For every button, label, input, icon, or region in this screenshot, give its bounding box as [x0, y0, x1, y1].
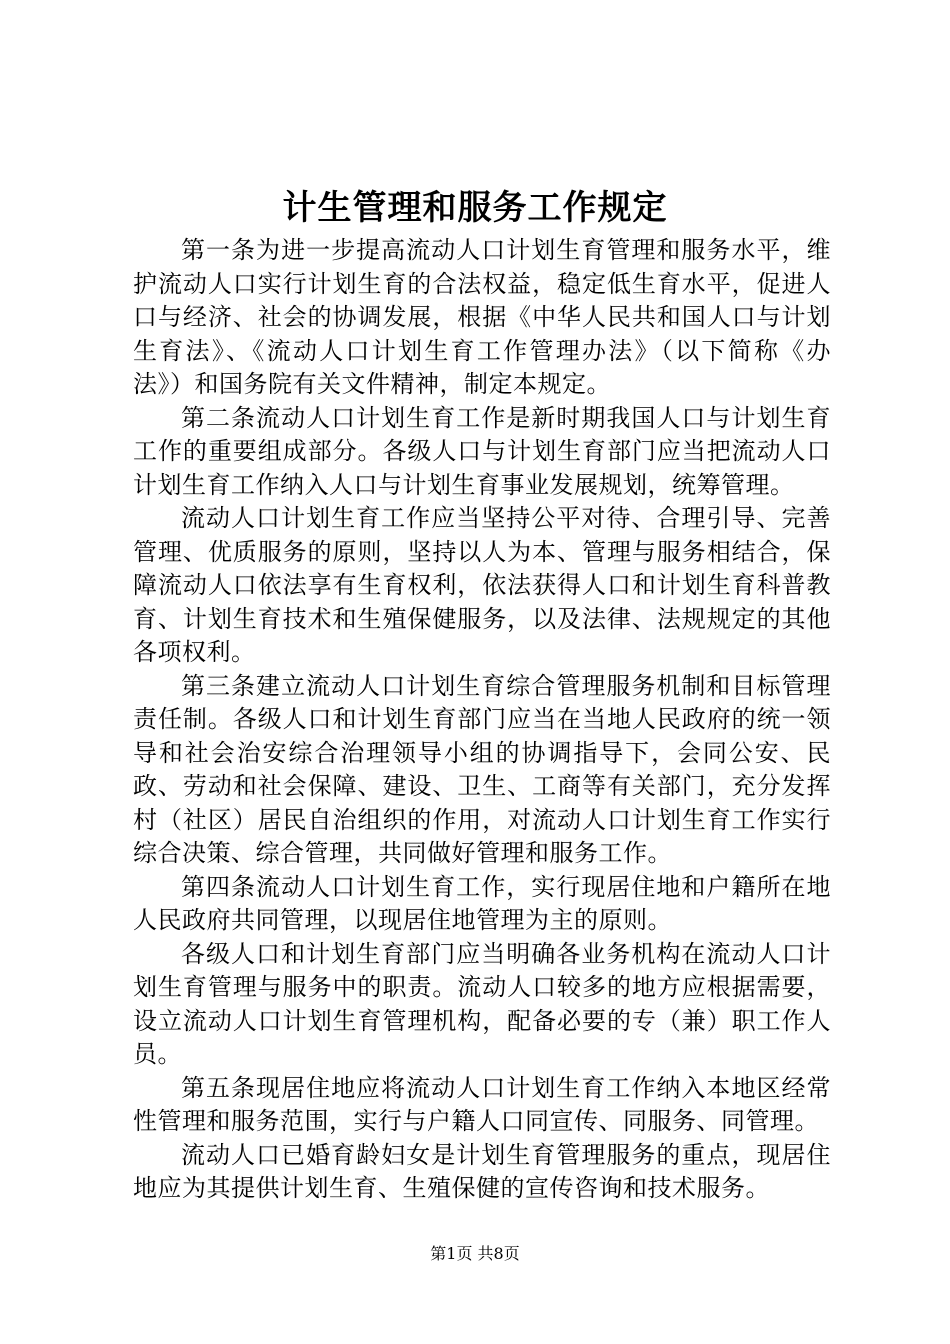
paragraph-article-5-focus: 流动人口已婚育龄妇女是计划生育管理服务的重点，现居住地应为其提供计划生育、生殖保健的宣传咨询和技术服务。 — [133, 1140, 831, 1202]
paragraph-article-2: 第二条流动人口计划生育工作是新时期我国人口与计划生育工作的重要组成部分。各级人口与计划生育部门应当把流动人口计划生育工作纳入人口与计划生育事业发展规划，统筹管理。 — [133, 403, 831, 499]
paragraph-article-5: 第五条现居住地应将流动人口计划生育工作纳入本地区经常性管理和服务范围，实行与户籍人口同宣传、同服务、同管理。 — [133, 1073, 831, 1135]
paragraph-article-3: 第三条建立流动人口计划生育综合管理服务机制和目标管理责任制。各级人口和计划生育部门应当在当地人民政府的统一领导和社会治安综合治理领导小组的协调指导下，会同公安、民政、劳动和社会保障、建设、卫生、工商等有关部门，充分发挥村（社区）居民自治组织的作用，对流动人口计划生育工作实行综合决策、综合管理，共同做好管理和服务工作。 — [133, 671, 831, 867]
page-number: 第1页 共8页 — [430, 1244, 520, 1263]
document-body — [133, 234, 831, 1206]
paragraph-article-2-principles: 流动人口计划生育工作应当坚持公平对待、合理引导、完善管理、优质服务的原则，坚持以人为本、管理与服务相结合，保障流动人口依法享有生育权利，依法获得人口和计划生育科普教育、计划生育技术和生殖保健服务，以及法律、法规规定的其他各项权利。 — [133, 504, 831, 666]
page-title: 计生管理和服务工作规定 — [282, 188, 668, 228]
paragraph-article-1: 第一条为进一步提高流动人口计划生育管理和服务水平，维护流动人口实行计划生育的合法权益，稳定低生育水平，促进人口与经济、社会的协调发展，根据《中华人民共和国人口与计划生育法》、《流动人口计划生育工作管理办法》（以下简称《办法》）和国务院有关文件精神，制定本规定。 — [133, 236, 831, 398]
paragraph-article-4-duties: 各级人口和计划生育部门应当明确各业务机构在流动人口计划生育管理与服务中的职责。流动人口较多的地方应根据需要，设立流动人口计划生育管理机构，配备必要的专（兼）职工作人员。 — [133, 939, 831, 1068]
paragraph-article-4: 第四条流动人口计划生育工作，实行现居住地和户籍所在地人民政府共同管理，以现居住地管理为主的原则。 — [133, 872, 831, 934]
